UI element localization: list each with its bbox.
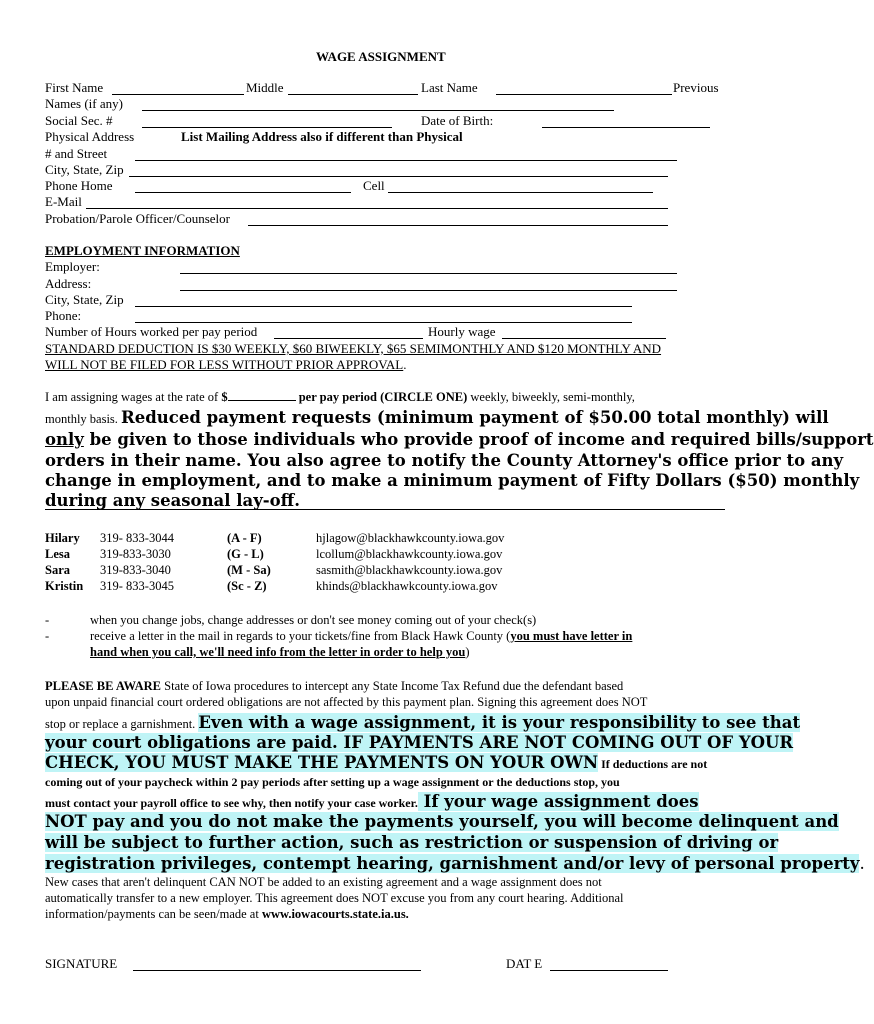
contact-range: (M - Sa)	[227, 563, 271, 577]
monthly-basis: monthly basis.	[45, 412, 122, 426]
reduced-line5: during any seasonal lay-off.	[45, 491, 300, 510]
hourly-wage-field[interactable]	[502, 324, 666, 339]
info-prefix: information/payments can be seen/made at	[45, 907, 262, 921]
deductions-note-3: must contact your payroll office to see why, then notify your case worker.	[45, 796, 418, 810]
phone-home-field[interactable]	[135, 178, 351, 193]
date-field[interactable]	[550, 956, 668, 971]
middle-name-field[interactable]	[288, 80, 418, 95]
mailing-note: List Mailing Address also if different than Physical	[181, 129, 463, 144]
bullet-letter-text: receive a letter in the mail in regards to your tickets/fine from Black Hawk County (	[90, 629, 511, 643]
previous-names-field[interactable]	[142, 96, 614, 111]
reduced-line2	[45, 429, 874, 450]
contact-email[interactable]: hjlagow@blackhawkcounty.iowa.gov	[316, 531, 505, 545]
last-name-field[interactable]	[496, 80, 672, 95]
physical-address-label: Physical Address	[45, 129, 135, 144]
contact-name: Sara	[45, 563, 70, 577]
contact-name: Lesa	[45, 547, 70, 561]
contact-range: (A - F)	[227, 531, 262, 545]
dob-label: Date of Birth:	[421, 113, 494, 128]
contact-phone: 319- 833-3044	[100, 531, 174, 545]
responsibility-highlight-1: Even with a wage assignment, it is your responsibility to see that	[198, 713, 801, 732]
reduced-line1	[45, 407, 829, 429]
employer-city-field[interactable]	[135, 292, 632, 307]
contact-phone: 319-833-3040	[100, 563, 171, 577]
bullet-letter-bold-2: hand when you call, we'll need info from the letter in order to help you	[90, 645, 466, 659]
delinquent-highlight-4: registration privileges, contempt hearing, garnishment and/or levy of personal property	[45, 854, 860, 873]
bullet-dash: -	[45, 613, 50, 627]
contact-range: (G - L)	[227, 547, 264, 561]
contact-name: Kristin	[45, 579, 84, 593]
employer-city-label: City, State, Zip	[45, 292, 124, 307]
rate-amount-field[interactable]	[228, 389, 296, 401]
officer-field[interactable]	[248, 211, 668, 226]
standard-deduction-text: WILL NOT BE FILED FOR LESS WITHOUT PRIOR APPROVAL	[45, 357, 404, 372]
social-sec-field[interactable]	[142, 113, 392, 128]
first-name-field[interactable]	[112, 80, 244, 95]
reduced-text-1: Reduced payment requests (minimum payment of $50.00 total monthly) will	[121, 408, 829, 427]
new-cases-line3	[45, 906, 409, 922]
previous-label: Previous	[673, 80, 719, 95]
employer-address-field[interactable]	[180, 276, 677, 291]
cell-label: Cell	[363, 178, 385, 193]
bullet-letter-end: )	[465, 645, 470, 659]
employment-heading: EMPLOYMENT INFORMATION	[45, 243, 240, 258]
aware-line3	[45, 712, 800, 734]
employer-phone-field[interactable]	[135, 308, 632, 323]
pay-options: weekly, biweekly, semi-monthly,	[467, 390, 635, 404]
new-cases-line1: New cases that aren't delinquent CAN NOT be added to an existing agreement and a wage assignment does not	[45, 875, 602, 889]
reduced-line4: change in employment, and to make a minimum payment of Fifty Dollars ($50) monthly	[45, 471, 860, 490]
aware-line9	[45, 832, 778, 853]
new-cases-line2: automatically transfer to a new employer. This agreement does NOT excuse you from any court hearing. Additional	[45, 891, 624, 905]
courts-website-link[interactable]: www.iowacourts.state.ia.us.	[261, 907, 409, 921]
per-pay-period: per pay period (CIRCLE ONE)	[295, 390, 468, 404]
bullet-dash: -	[45, 629, 50, 643]
only-word: only	[45, 430, 84, 449]
employer-address-label: Address:	[45, 276, 92, 291]
email-field[interactable]	[86, 194, 668, 209]
contact-phone: 319-833-3030	[100, 547, 171, 561]
employer-field[interactable]	[180, 259, 677, 274]
aware-line1	[45, 678, 623, 694]
bullet-letter-bold: you must have letter in	[510, 629, 633, 643]
reduced-text-2: be given to those individuals who provide proof of income and required bills/support	[83, 430, 874, 449]
signature-field[interactable]	[133, 956, 421, 971]
aware-line2: upon unpaid financial court ordered obligations are not affected by this payment plan. Signing this agreement does NOT	[45, 695, 648, 709]
middle-label: Middle	[246, 80, 284, 95]
employer-phone-label: Phone:	[45, 308, 82, 323]
delinquent-highlight-2: NOT pay and you do not make the payments yourself, you will become delinquent and	[45, 812, 839, 831]
officer-label: Probation/Parole Officer/Counselor	[45, 211, 230, 226]
standard-deduction-line2	[45, 357, 407, 373]
employer-label: Employer:	[45, 259, 100, 274]
delinquent-highlight-1: If your wage assignment does	[417, 792, 699, 811]
deductions-note-2: coming out of your paycheck within 2 pay periods after setting up a wage assignment or the deductions stop, you	[45, 775, 620, 789]
contact-email[interactable]: lcollum@blackhawkcounty.iowa.gov	[316, 547, 503, 561]
hourly-wage-label: Hourly wage	[428, 324, 496, 339]
delinquent-period: .	[859, 854, 865, 873]
contact-email[interactable]: khinds@blackhawkcounty.iowa.gov	[316, 579, 498, 593]
contact-range: (Sc - Z)	[227, 579, 267, 593]
bullet-letter-cont	[90, 644, 470, 660]
page-title: WAGE ASSIGNMENT	[316, 49, 446, 64]
deductions-note-1: If deductions are not	[598, 757, 708, 771]
dob-field[interactable]	[542, 113, 710, 128]
responsibility-highlight-3: CHECK, YOU MUST MAKE THE PAYMENTS ON YOUR OWN	[45, 753, 599, 772]
social-sec-label: Social Sec. #	[45, 113, 113, 128]
first-name-label: First Name	[45, 80, 104, 95]
signature-label: SIGNATURE	[45, 956, 118, 971]
bullet-change-jobs: when you change jobs, change addresses or don't see money coming out of your check(s)	[90, 613, 537, 627]
standard-deduction-line1: STANDARD DEDUCTION IS $30 WEEKLY, $60 BIWEEKLY, $65 SEMIMONTHLY AND $120 MONTHLY AND	[45, 341, 662, 356]
number-street-label: # and Street	[45, 146, 108, 161]
contact-name: Hilary	[45, 531, 80, 545]
standard-deduction-period: .	[403, 357, 407, 372]
city-state-zip-label: City, State, Zip	[45, 162, 124, 177]
aware-line10	[45, 853, 865, 874]
names-if-any-label: Names (if any)	[45, 96, 123, 111]
aware-line8	[45, 811, 839, 832]
last-name-label: Last Name	[421, 80, 478, 95]
phone-home-label: Phone Home	[45, 178, 113, 193]
aware-label: PLEASE BE AWARE	[45, 679, 162, 693]
city-state-zip-field[interactable]	[129, 162, 668, 177]
email-label: E-Mail	[45, 194, 82, 209]
street-field[interactable]	[135, 146, 677, 161]
contact-phone: 319- 833-3045	[100, 579, 174, 593]
aware-line4	[45, 732, 793, 753]
assign-rate-line	[45, 389, 635, 405]
aware-text-3: stop or replace a garnishment.	[45, 717, 199, 731]
hours-field[interactable]	[274, 324, 423, 339]
contact-email[interactable]: sasmith@blackhawkcounty.iowa.gov	[316, 563, 503, 577]
hours-label: Number of Hours worked per pay period	[45, 324, 258, 339]
assign-prefix: I am assigning wages at the rate of	[45, 390, 222, 404]
cell-field[interactable]	[388, 178, 653, 193]
bullet-letter	[90, 628, 632, 644]
delinquent-highlight-3: will be subject to further action, such as restriction or suspension of driving or	[45, 833, 779, 852]
aware-text-1: State of Iowa procedures to intercept any State Income Tax Refund due the defendant based	[161, 679, 624, 693]
responsibility-highlight-2: your court obligations are paid. IF PAYMENTS ARE NOT COMING OUT OF YOUR	[45, 733, 794, 752]
reduced-line3: orders in their name. You also agree to notify the County Attorney's office prior to any	[45, 451, 844, 470]
aware-line5	[45, 752, 707, 775]
date-label: DAT E	[506, 956, 543, 971]
section-divider	[45, 509, 725, 510]
dollar-sign: $	[221, 390, 228, 404]
